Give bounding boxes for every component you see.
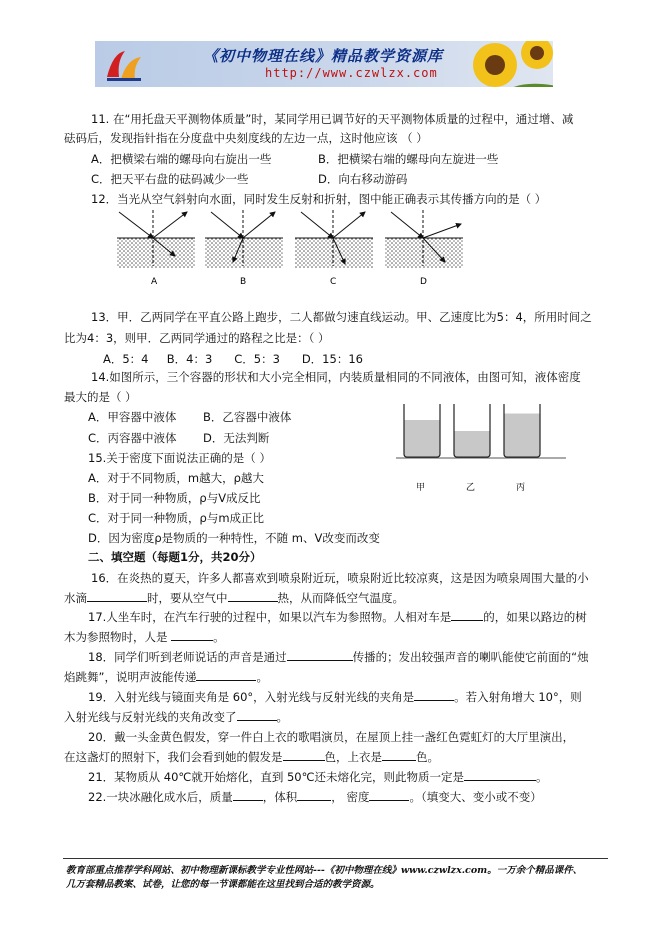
q13-stem-line2: 比为4：3，则甲．乙两同学通过的路程之比是：（ ） — [64, 331, 330, 345]
q19-text-b: 。若入射角增大 10°，则 — [454, 690, 582, 704]
q14-option-d: D．无法判断 — [203, 431, 270, 445]
q19-text-c: 入射光线与反射光线的夹角改变了 — [64, 710, 237, 724]
q17-blank-1[interactable] — [451, 609, 483, 621]
q19-line2 — [64, 709, 288, 725]
q20-text-c: 色。 — [416, 750, 439, 764]
banner-title: 《初中物理在线》精品教学资源库 — [203, 47, 444, 65]
q22-text-c: ， 密度 — [331, 790, 370, 804]
footer-line2: 几万套精品教案、试卷，让您的每一节课都能在这里找到合适的教学资源。 — [66, 879, 380, 890]
q17-text-a: 17.人坐车时，在汽车行驶的过程中，如果以汽车为参照物。人相对车是 — [88, 610, 452, 624]
section-fill-in-title: 二、填空题（每题1分，共20分） — [88, 550, 262, 564]
site-logo-icon — [105, 47, 145, 83]
container-yi — [454, 404, 490, 457]
q17-text-b: 的，如果以路边的树 — [483, 610, 587, 624]
q20-line1: 20．戴一头金黄色假发，穿一件白上衣的歌唱演员，在屋顶上挂一盏红色霓虹灯的大厅里演出， — [88, 730, 575, 744]
q19-blank-2[interactable] — [237, 709, 277, 721]
q20-blank-2[interactable] — [382, 749, 416, 761]
banner-url[interactable]: http://www.czwlzx.com — [265, 66, 438, 80]
container-jia — [404, 404, 440, 457]
q18-text-d: 。 — [256, 670, 268, 684]
q11-stem-line1: 11. 在“用托盘天平测物体质量”时，某同学用已调节好的天平测物体质量的过程中，通过增、减 — [91, 112, 574, 126]
q18-line2 — [64, 669, 268, 685]
q17-line2 — [64, 629, 225, 645]
q21-text-b: 。 — [536, 770, 548, 784]
q14-option-c: C．丙容器中液体 — [88, 431, 177, 445]
sunflower-icon — [465, 41, 553, 87]
q12-stem: 12．当光从空气斜射向水面，同时发生反射和折射，图中能正确表示其传播方向的是（ ） — [91, 192, 547, 206]
q22-blank-2[interactable] — [297, 789, 331, 801]
container-label-bing: 丙 — [516, 483, 526, 493]
q16-line1: 16．在炎热的夏天，许多人都喜欢到喷泉附近玩，喷泉附近比较凉爽，这是因为喷泉周围大量的小 — [91, 571, 589, 585]
q22-line — [88, 789, 542, 805]
q18-text-b: 传播的；发出较强声音的喇叭能使它前面的“烛 — [352, 650, 589, 664]
q16-text-b: 时，要从空气中 — [147, 591, 228, 605]
q16-text-a: 水滴 — [64, 591, 87, 605]
q21-text-a: 21．某物质从 40℃就开始熔化，直到 50℃还未熔化完，则此物质一定是 — [88, 770, 465, 784]
q18-blank-2[interactable] — [196, 669, 256, 681]
q19-text-d: 。 — [276, 710, 288, 724]
footer-line1: 教育部重点推荐学科网站、初中物理新课标教学专业性网站---《初中物理在线》www.czwlzx.com。一万余个精品课件、 — [66, 865, 583, 876]
container-label-yi: 乙 — [466, 483, 476, 493]
q12-light-diagram — [115, 206, 475, 288]
q20-text-a: 在这盏灯的照射下，我们会看到她的假发是 — [64, 750, 283, 764]
container-bing — [504, 404, 540, 457]
q11-option-b: B．把横梁右端的螺母向左旋进一些 — [318, 152, 499, 166]
q21-blank[interactable] — [464, 769, 536, 781]
q11-option-a: A．把横梁右端的螺母向右旋出一些 — [91, 152, 272, 166]
q13-options: A．5：4 B．4：3 C．5：3 D．15：16 — [103, 352, 363, 366]
q17-blank-2[interactable] — [171, 629, 213, 641]
q17-text-c: 木为参照物时，人是 — [64, 630, 168, 644]
q15-option-c: C．对于同一种物质，ρ与m成正比 — [88, 511, 265, 525]
diagram-c — [295, 210, 373, 268]
diagram-label-d: D — [420, 277, 427, 287]
diagram-b — [205, 210, 283, 268]
diagram-d — [385, 210, 463, 268]
q14-stem-line2: 最大的是（ ） — [64, 390, 137, 404]
diagram-a — [117, 210, 195, 268]
q11-option-c: C．把天平右盘的砝码减少一些 — [91, 172, 249, 186]
q19-text-a: 19．入射光线与镜面夹角是 60°，入射光线与反射光线的夹角是 — [88, 690, 415, 704]
header-banner — [95, 41, 553, 87]
q22-text-b: ，体积 — [262, 790, 298, 804]
q13-stem-line1: 13．甲．乙两同学在平直公路上跑步，二人都做匀速直线运动。甲、乙速度比为5：4，所用时间之 — [91, 310, 592, 324]
q22-blank-1[interactable] — [233, 789, 263, 801]
q15-stem: 15.关于密度下面说法正确的是（ ） — [88, 451, 271, 465]
q22-text-d: 。（填变大、变小或不变） — [409, 790, 542, 804]
q14-stem-line1: 14.如图所示，三个容器的形状和大小完全相同，内装质量相同的不同液体，由图可知，液体密度 — [91, 370, 581, 384]
q22-text-a: 22.一块冰融化成水后，质量 — [88, 790, 233, 804]
q14-option-b: B．乙容器中液体 — [203, 410, 292, 424]
q15-option-d: D．因为密度ρ是物质的一种特性，不随 m、V改变而改变 — [88, 531, 380, 545]
q18-text-a: 18．同学们听到老师说话的声音是通过 — [88, 650, 287, 664]
q17-text-d: 。 — [213, 630, 225, 644]
q16-blank-2[interactable] — [228, 590, 278, 602]
q18-blank-1[interactable] — [287, 649, 353, 661]
q16-text-c: 热，从而降低空气温度。 — [277, 591, 404, 605]
q17-line1 — [88, 609, 587, 625]
diagram-label-b: B — [240, 277, 247, 287]
footer-divider — [63, 858, 608, 859]
q20-text-b: 色，上衣是 — [324, 750, 382, 764]
container-label-jia: 甲 — [416, 483, 426, 493]
diagram-label-c: C — [330, 277, 337, 287]
q11-stem-line2: 砝码后，发现指针指在分度盘中央刻度线的左边一点，这时他应该 （ ） — [64, 131, 428, 145]
q22-blank-3[interactable] — [369, 789, 409, 801]
q11-option-d: D．向右移动游码 — [318, 172, 408, 186]
q19-line1 — [88, 689, 582, 705]
q20-line2 — [64, 749, 439, 765]
q15-option-a: A．对于不同物质，m越大，ρ越大 — [88, 471, 264, 485]
diagram-label-a: A — [151, 277, 158, 287]
q14-option-a: A．甲容器中液体 — [88, 410, 177, 424]
q15-option-b: B．对于同一种物质，ρ与V成反比 — [88, 491, 261, 505]
q16-line2 — [64, 590, 404, 606]
q20-blank-1[interactable] — [283, 749, 325, 761]
q16-blank-1[interactable] — [87, 590, 147, 602]
q18-line1 — [88, 649, 589, 665]
q14-containers-diagram — [396, 400, 566, 495]
q18-text-c: 焰跳舞”，说明声波能传递 — [64, 670, 197, 684]
q19-blank-1[interactable] — [414, 689, 454, 701]
q21-line — [88, 769, 548, 785]
